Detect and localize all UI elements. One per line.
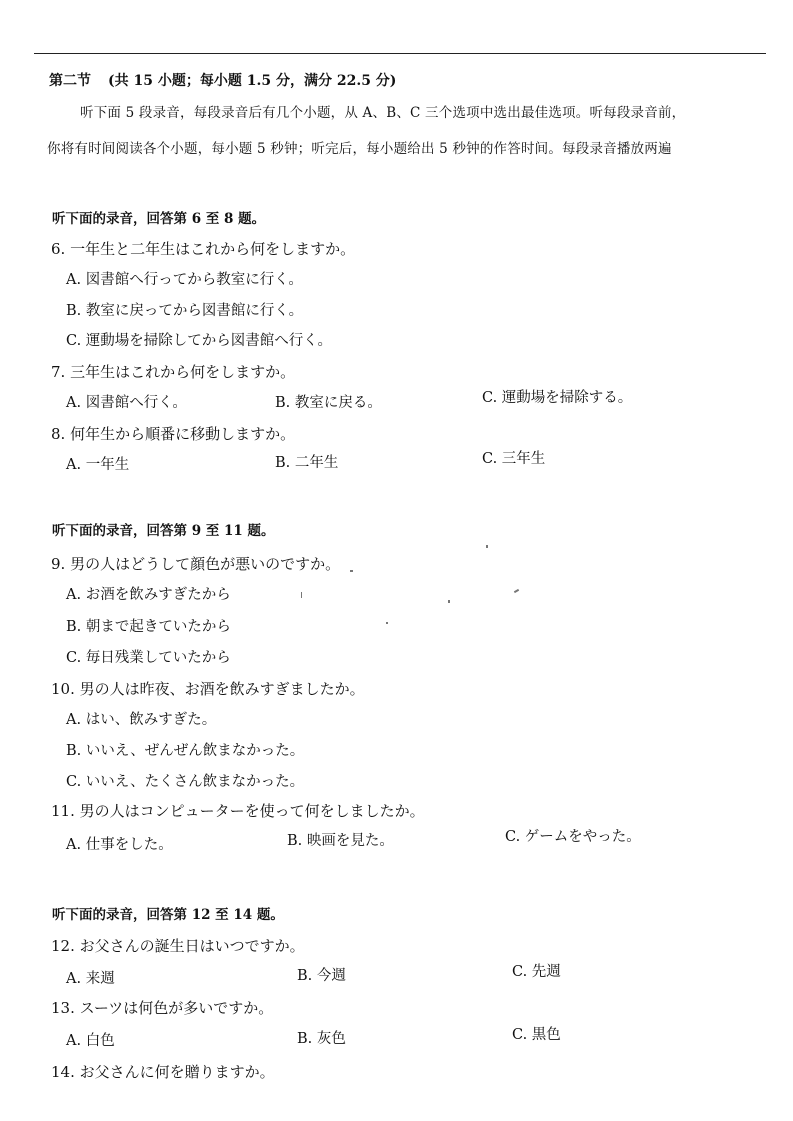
option-b: B. 朝まで起きていたから	[66, 619, 231, 635]
option-a: A. 図書館へ行く。	[66, 395, 187, 411]
option-a: A. 図書館へ行ってから教室に行く。	[66, 272, 303, 288]
question-text: 13. スーツは何色が多いですか。	[51, 999, 274, 1017]
question-text: 8. 何年生から順番に移動しますか。	[51, 425, 296, 443]
option-b: B. 灰色	[297, 1031, 346, 1047]
option-c: C. いいえ、たくさん飲まなかった。	[66, 774, 305, 790]
option-a: A. はい、飲みすぎた。	[66, 712, 217, 728]
scan-speck	[486, 545, 488, 548]
scan-speck	[301, 592, 302, 598]
option-a: A. お酒を飲みすぎたから	[66, 587, 231, 603]
option-a: A. 一年生	[66, 457, 130, 473]
scan-speck	[386, 622, 388, 624]
question-text: 6. 一年生と二年生はこれから何をしますか。	[51, 240, 356, 258]
section-meta: (共 15 小题；每小题 1.5 分，满分 22.5 分)	[108, 73, 397, 89]
option-b: B. 教室に戻ってから図書館に行く。	[66, 303, 304, 319]
scan-speck	[350, 570, 353, 572]
question-text: 14. お父さんに何を贈りますか。	[51, 1063, 275, 1081]
option-b: B. いいえ、ぜんぜん飲まなかった。	[66, 743, 305, 759]
question-text: 9. 男の人はどうして顔色が悪いのですか。	[51, 555, 341, 573]
group-label: 听下面的录音，回答第 12 至 14 题。	[52, 907, 284, 923]
option-c: C. 先週	[512, 964, 561, 980]
option-b: B. 教室に戻る。	[275, 395, 382, 411]
option-c: C. 運動場を掃除する。	[482, 390, 633, 406]
question-text: 10. 男の人は昨夜、お酒を飲みすぎましたか。	[51, 680, 365, 698]
instructions-line-2: 你将有时间阅读各个小题，每小题 5 秒钟；听完后，每小题给出 5 秒钟的作答时间。每段录音播放两遍	[47, 141, 672, 157]
question-text: 12. お父さんの誕生日はいつですか。	[51, 937, 305, 955]
section-title: 第二节	[49, 73, 91, 89]
option-c: C. 黒色	[512, 1027, 561, 1043]
question-text: 7. 三年生はこれから何をしますか。	[51, 363, 296, 381]
scan-speck	[448, 600, 450, 603]
option-a: A. 来週	[66, 971, 115, 987]
option-b: B. 今週	[297, 968, 346, 984]
group-label: 听下面的录音，回答第 9 至 11 题。	[52, 523, 275, 539]
option-c: C. 毎日残業していたから	[66, 650, 231, 666]
group-label: 听下面的录音，回答第 6 至 8 题。	[52, 211, 266, 227]
option-a: A. 白色	[66, 1033, 115, 1049]
option-a: A. 仕事をした。	[66, 837, 173, 853]
scan-speck	[514, 589, 519, 593]
top-rule	[34, 53, 766, 54]
option-c: C. ゲームをやった。	[505, 829, 641, 845]
instructions-line-1: 听下面 5 段录音，每段录音后有几个小题，从 A、B、C 三个选项中选出最佳选项。听每段录音前，	[80, 105, 686, 121]
option-c: C. 運動場を掃除してから図書館へ行く。	[66, 333, 333, 349]
option-c: C. 三年生	[482, 451, 546, 467]
question-text: 11. 男の人はコンピューターを使って何をしましたか。	[51, 802, 425, 820]
option-b: B. 二年生	[275, 455, 339, 471]
option-b: B. 映画を見た。	[287, 833, 394, 849]
